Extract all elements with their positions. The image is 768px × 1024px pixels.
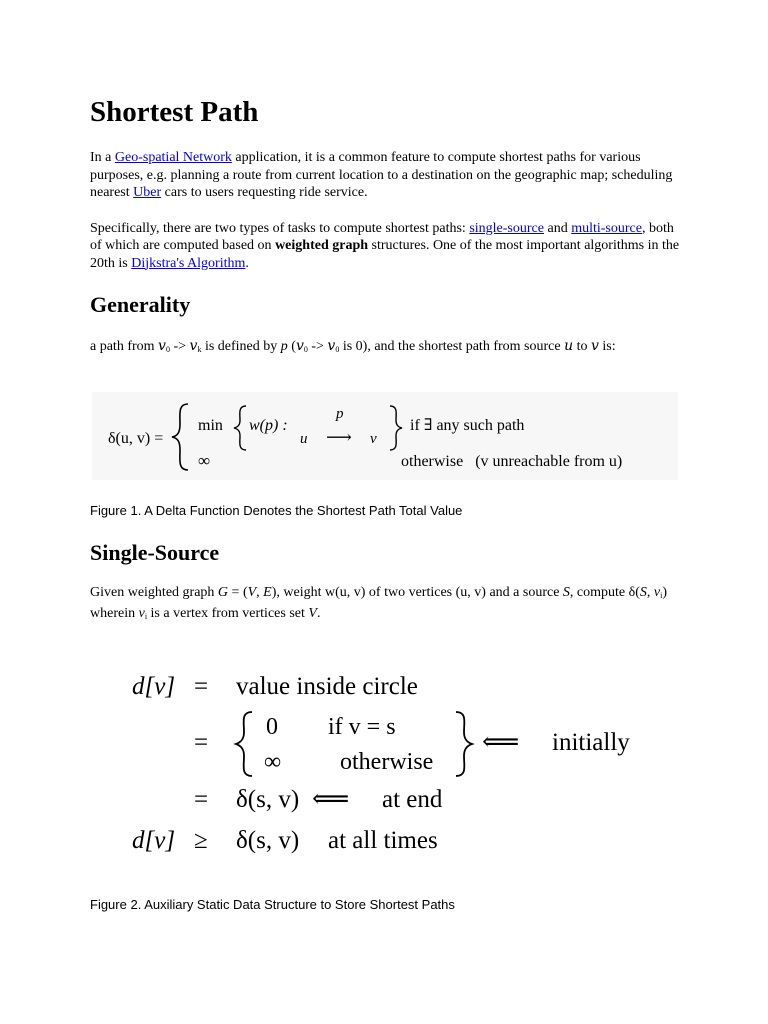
text: cars to users requesting ride service. [161,185,368,200]
text: and [543,220,572,236]
path-symbol: p [336,406,344,422]
text: is 0), and the shortest path from source [339,339,565,354]
v-symbol: v [370,431,377,447]
text: . [316,605,321,621]
math-var: S [639,585,647,600]
text: , [646,585,654,600]
greater-or-equal-sign: ≥ [194,827,208,854]
math-var: u [564,338,574,354]
math-var: S [562,585,570,600]
intro-paragraph-2 [90,220,680,273]
page-title: Shortest Path [90,96,259,128]
math-var: v [591,338,599,354]
min-label: min [198,417,223,434]
text: ) wherein [90,585,668,621]
equals-sign: = [194,786,209,813]
text: to [573,339,591,354]
text: Given weighted graph [90,585,218,600]
math-var: p [280,339,288,354]
zero-value: 0 [266,714,278,740]
text: , compute δ( [569,585,640,600]
figure-1-delta-function [92,392,678,480]
text: , both of which are computed based on [90,220,674,253]
delta-s-v: δ(s, v) [236,786,300,813]
math-var: v [138,605,145,621]
subscript: i [660,591,663,600]
single-source-link[interactable]: single-source [469,220,544,236]
text: Specifically, there are two types of tasks to compute shortest paths: [90,220,470,236]
u-symbol: u [300,431,308,447]
text: is a vertex from vertices set [147,605,309,621]
generality-paragraph [90,338,680,359]
text: is defined by [201,339,281,354]
text: . [245,255,249,271]
math-var: v [327,338,336,354]
delta-function-formula [92,392,678,480]
text: is: [598,339,616,354]
dijkstra-link[interactable]: Dijkstra's Algorithm [131,255,246,271]
subscript: 0 [335,345,340,354]
text: In a [90,150,115,165]
left-brace [236,712,252,776]
subscript: k [197,345,202,354]
multi-source-link[interactable]: multi-source [571,220,642,236]
subscript: 0 [165,345,170,354]
d-of-v: d[v] [132,827,176,854]
text: a path from [90,339,159,354]
math-var: v [158,338,166,354]
condition-2: otherwise (v unreachable from u) [401,453,623,470]
delta-s-v: δ(s, v) [236,827,300,854]
at-end-label: at end [382,786,443,813]
double-left-arrow-icon: ⟸ [312,784,350,813]
figure-1-caption: Figure 1. A Delta Function Denotes the Shortest Path Total Value [90,503,463,518]
geo-spatial-network-link[interactable]: Geo-spatial Network [114,150,232,165]
double-left-arrow-icon: ⟸ [482,727,520,756]
condition-otherwise: otherwise [340,749,434,775]
weight-of-path: w(p) : [249,417,288,434]
math-var: V [308,605,317,621]
math-var: v [653,585,661,600]
figure-2-data-structure [110,650,670,870]
text: ), weight w(u, v) of two vertices (u, v) and a source [271,585,563,600]
bold-text: weighted graph [275,238,369,253]
value-inside-circle: value inside circle [236,673,418,700]
initially-label: initially [552,729,630,756]
delta-lhs: δ(u, v) = [108,430,164,447]
inner-right-brace [390,406,402,450]
at-all-times-label: at all times [328,827,438,854]
d-of-v: d[v] [132,673,176,700]
subscript: 0 [303,345,308,354]
equals-sign: = [194,673,209,700]
document-content [90,95,680,359]
uber-link[interactable]: Uber [133,185,162,200]
infinity-symbol: ∞ [264,749,282,775]
subscript: i [144,611,148,621]
single-source-paragraph [90,584,680,625]
text: = ( [228,585,248,600]
condition-1: if ∃ any such path [410,417,525,434]
intro-paragraph-1 [90,149,680,202]
d-array-formula [110,650,670,870]
inner-left-brace [234,406,246,450]
math-var: G [217,585,229,600]
text: -> [307,339,328,354]
text: -> [169,339,190,354]
math-var: v [189,338,198,354]
math-var: V [247,585,257,600]
figure-2-caption: Figure 2. Auxiliary Static Data Structure to Store Shortest Paths [90,897,455,912]
text: application, it is a common feature to compute shortest paths for various purposes, e.g. planning a route from current location to a destination on the geographic map; scheduling nearest [90,150,673,200]
text: ( [287,339,296,354]
condition-v-equals-s: if v = s [328,714,396,740]
right-arrow-icon: ⟶ [326,427,352,447]
single-source-heading: Single-Source [90,540,220,565]
left-brace [172,404,188,470]
generality-heading: Generality [90,292,191,317]
equals-sign: = [194,729,209,756]
text: , [256,585,264,600]
math-var: v [295,338,304,354]
text: structures. One of the most important algorithms in the 20th is [90,238,680,271]
infinity-symbol: ∞ [198,451,211,470]
right-brace [456,712,472,776]
math-var: E [263,585,272,600]
